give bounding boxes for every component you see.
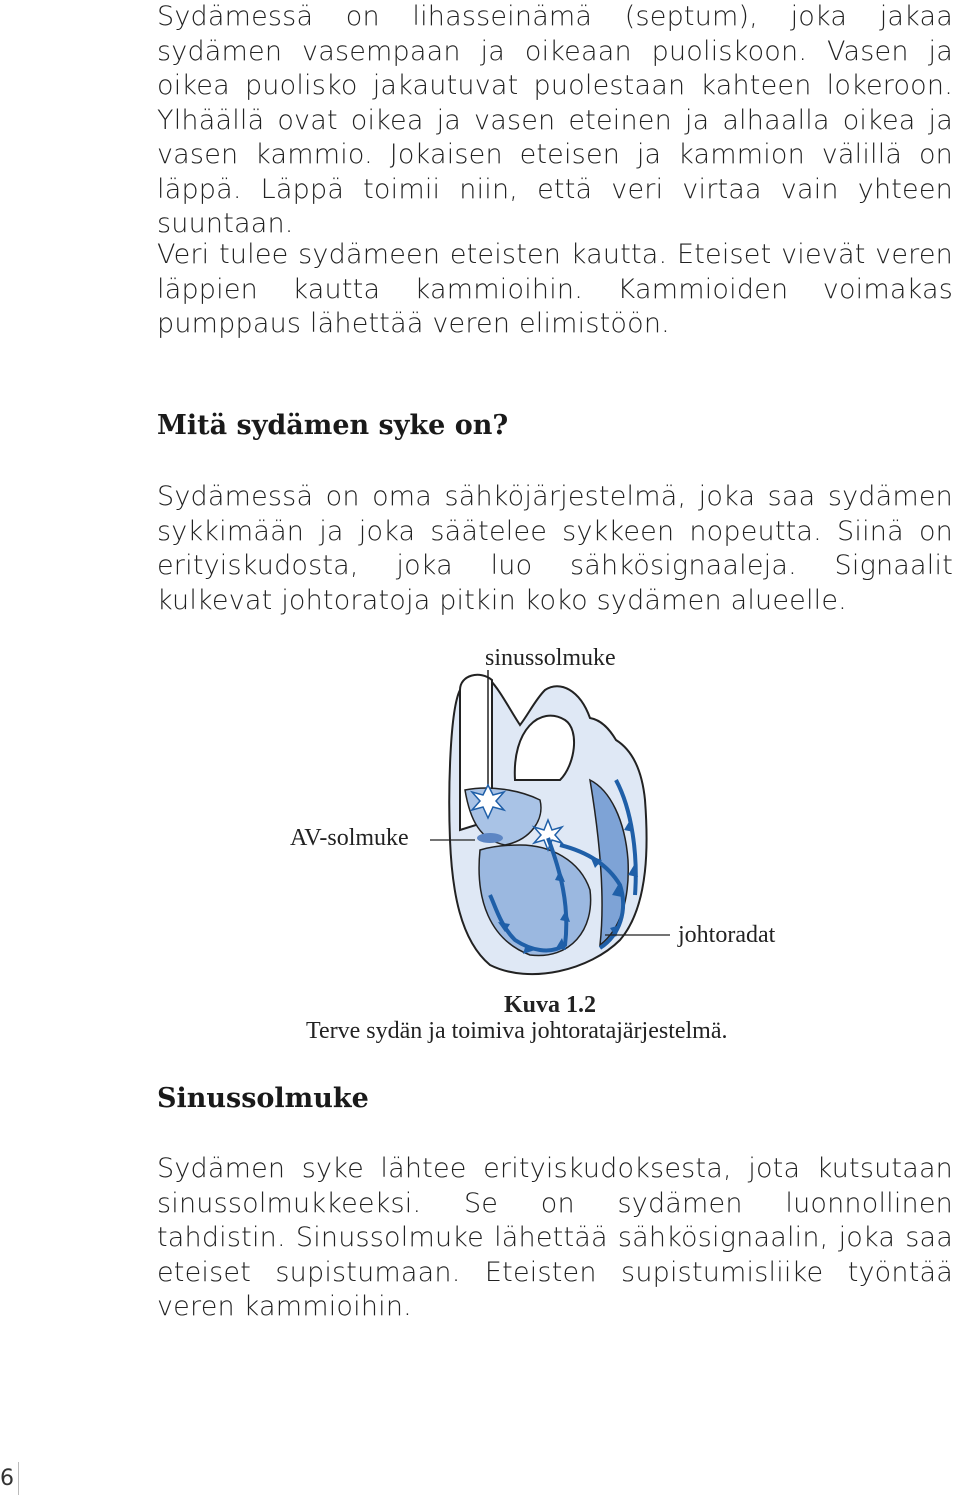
heart-illustration: [420, 670, 670, 980]
av-node-oval: [477, 833, 503, 843]
figure-caption-text: Terve sydän ja toimiva johtoratajärjestelmä.: [306, 1018, 728, 1044]
page-number: 6: [0, 1462, 19, 1495]
paragraph-blood-flow: Veri tulee sydämeen eteisten kautta. Eteiset vievät veren läppien kautta kammioihin. Kammioiden voimakas pumppaus lähettää veren elimistöön.: [157, 239, 953, 339]
paragraph-sinus-node: Sydämen syke lähtee erityiskudoksesta, jota kutsutaan sinussolmukkeeksi. Se on sydämen luonnollinen tahdistin. Sinussolmuke lähettää sähkösignaalin, joka saa eteiset supistumaan. Eteisten supistumisliike työntää veren kammioihin.: [157, 1153, 953, 1322]
figure-caption-title: Kuva 1.2: [504, 992, 597, 1018]
label-sinus-node: sinussolmuke: [485, 645, 616, 671]
heading-heartbeat: Mitä sydämen syke on?: [157, 410, 509, 441]
paragraph-septum: Sydämessä on lihasseinämä (septum), joka jakaa sydämen vasempaan ja oikeaan puoliskoon. Vasen ja oikea puolisko jakautuvat puolestaan kahteen lokeroon. Ylhäällä ovat oikea ja vasen eteinen ja alhaalla oikea ja vasen kammio. Jokaisen eteisen ja kammion välillä on läppä. Läppä toimii niin, että veri virtaa vain yhteen suuntaan.: [157, 1, 953, 239]
label-av-node: AV-solmuke: [290, 825, 409, 851]
paragraph-electrical-system: Sydämessä on oma sähköjärjestelmä, joka saa sydämen sykkimään ja joka säätelee sykkeen nopeutta. Siinä on erityiskudosta, joka luo sähkösignaaleja. Signaalit kulkevat johtoratoja pitkin koko sydämen alueelle.: [157, 481, 953, 616]
label-conduction-paths: johtoradat: [678, 922, 776, 948]
heading-sinus-node: Sinussolmuke: [157, 1083, 369, 1114]
